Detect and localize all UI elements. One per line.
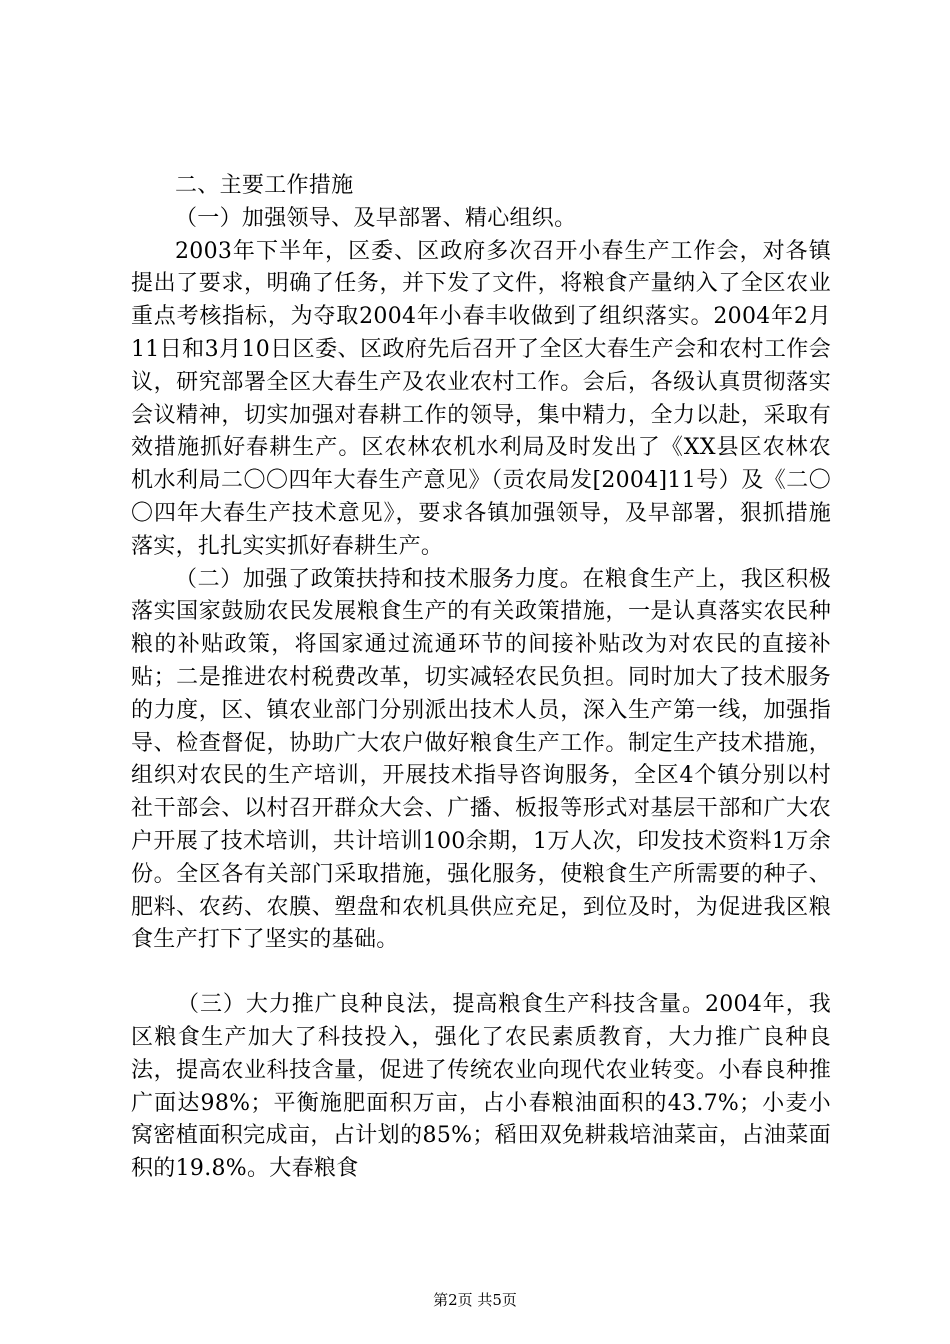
body-paragraph: 2003年下半年，区委、区政府多次召开小春生产工作会，对各镇提出了要求，明确了任务，并下发了文件，将粮食产量纳入了全区农业重点考核指标，为夺取2004年小春丰收做到了组织落实。2004年2月11日和3月10日区委、区政府先后召开了全区大春生产会和农村工作会议，研究部署全区大春生产及农业农村工作。会后，各级认真贯彻落实会议精神，切实加强对春耕工作的领导，集中精力，全力以赴，采取有效措施抓好春耕生产。区农林农机水利局及时发出了《XX县区农林农机水利局二〇〇四年大春生产意见》（贡农局发[2004]11号）及《二〇〇四年大春生产技术意见》，要求各镇加强领导，及早部署，狠抓措施落实，扎扎实实抓好春耕生产。	[131, 238, 831, 559]
body-paragraph: （二）加强了政策扶持和技术服务力度。在粮食生产上，我区积极落实国家鼓励农民发展粮食生产的有关政策措施，一是认真落实农民种粮的补贴政策，将国家通过流通环节的间接补贴改为对农民的直接补贴；二是推进农村税费改革，切实减轻农民负担。同时加大了技术服务的力度，区、镇农业部门分别派出技术人员，深入生产第一线，加强指导、检查督促，协助广大农户做好粮食生产工作。制定生产技术措施，组织对农民的生产培训，开展技术指导咨询服务，全区4个镇分别以村社干部会、以村召开群众大会、广播、板报等形式对基层干部和广大农户开展了技术培训，共计培训100余期，1万人次，印发技术资料1万余份。全区各有关部门采取措施，强化服务，使粮食生产所需要的种子、肥料、农药、农膜、塑盘和农机具供应充足，到位及时，为促进我区粮食生产打下了坚实的基础。	[131, 566, 831, 953]
document-body	[131, 170, 831, 1186]
subsection-heading: （一）加强领导、及早部署、精心组织。	[175, 205, 577, 231]
page-footer: 第2页 共5页	[433, 1291, 517, 1309]
body-paragraph: （三）大力推广良种良法，提高粮食生产科技含量。2004年，我区粮食生产加大了科技投入，强化了农民素质教育，大力推广良种良法，提高农业科技含量，促进了传统农业向现代农业转变。小春良种推广面达98%；平衡施肥面积万亩，占小春粮油面积的43.7%；小麦小窝密植面积完成亩，占计划的85%；稻田双免耕栽培油菜亩，占油菜面积的19.8%。大春粮食	[131, 992, 831, 1182]
paragraph-gap	[131, 957, 831, 989]
section-heading: 二、主要工作措施	[175, 173, 354, 198]
